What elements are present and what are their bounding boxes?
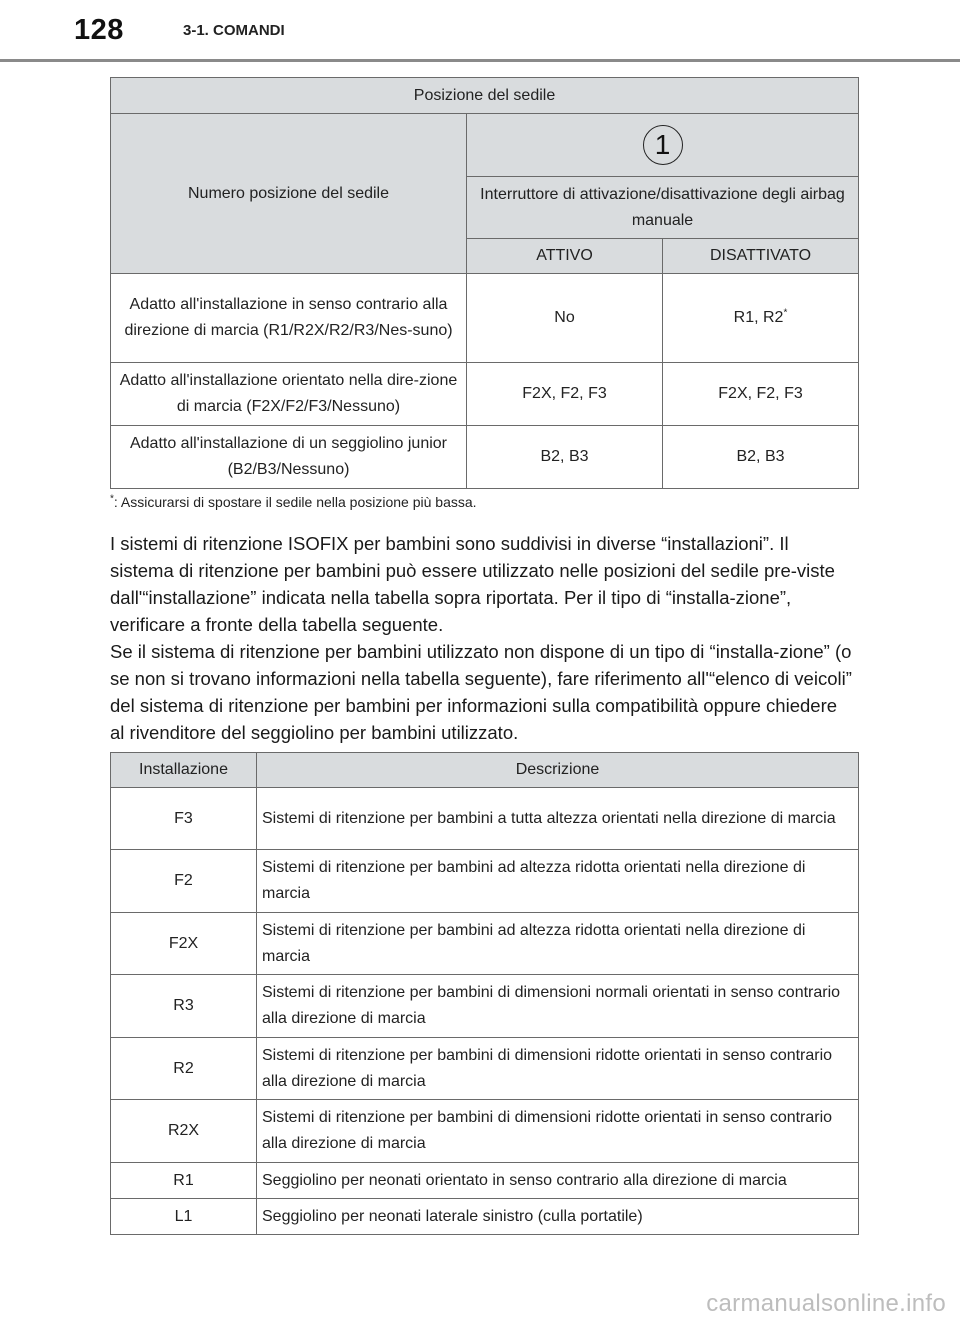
- seat-number-circle: 1: [643, 125, 683, 165]
- row-label: Adatto all'installazione orientato nella dire-zione di marcia (F2X/F2/F3/Nessuno): [111, 363, 467, 426]
- install-code: F2X: [111, 913, 257, 975]
- install-desc: Sistemi di ritenzione per bambini di dimensioni ridotte orientati in senso contrario alla direzione di marcia: [257, 1038, 859, 1100]
- install-code: F2: [111, 850, 257, 913]
- installation-table: [110, 752, 859, 1235]
- table-row: [111, 1199, 859, 1235]
- table-row: [111, 850, 859, 913]
- install-desc: Sistemi di ritenzione per bambini di dimensioni normali orientati in senso contrario alla direzione di marcia: [257, 975, 859, 1038]
- cell-attivo: F2X, F2, F3: [467, 363, 663, 426]
- page-number: 128: [74, 14, 124, 46]
- seat-table-title: Posizione del sedile: [111, 78, 859, 114]
- airbag-switch-label: Interruttore di attivazione/disattivazione degli airbag manuale: [467, 177, 859, 239]
- footnote-mark: *: [783, 307, 788, 319]
- cell-disattivato: B2, B3: [663, 426, 859, 489]
- watermark: carmanualsonline.info: [706, 1290, 946, 1317]
- table-row: [111, 274, 859, 363]
- section-title: 3-1. COMANDI: [183, 22, 285, 39]
- table-row: [111, 975, 859, 1038]
- footnote: [110, 494, 477, 510]
- footnote-mark: *: [110, 493, 114, 505]
- header-rule: [0, 59, 960, 62]
- cell-attivo: No: [467, 274, 663, 363]
- cell-disattivato: [663, 274, 859, 363]
- body-text: [110, 530, 855, 746]
- install-code: F3: [111, 788, 257, 850]
- seat-number-label: Numero posizione del sedile: [111, 114, 467, 274]
- cell-value: R1, R2: [733, 309, 784, 326]
- install-desc: Sistemi di ritenzione per bambini a tutta altezza orientati nella direzione di marcia: [257, 788, 859, 850]
- paragraph: I sistemi di ritenzione ISOFIX per bambini sono suddivisi in diverse “installazioni”. Il sistema di ritenzione per bambini può essere utilizzato nelle posizioni del sedile pre-viste dall'“installazione” indicata nella tabella sopra riportata. Per il tipo di “installa-zione”, verificare a fronte della tabella seguente.: [110, 533, 835, 635]
- install-code: R2X: [111, 1100, 257, 1163]
- header-descrizione: Descrizione: [257, 753, 859, 788]
- install-desc: Sistemi di ritenzione per bambini di dimensioni ridotte orientati in senso contrario alla direzione di marcia: [257, 1100, 859, 1163]
- table-row: [111, 426, 859, 489]
- table-row: [111, 1100, 859, 1163]
- table-row: [111, 913, 859, 975]
- install-code: R2: [111, 1038, 257, 1100]
- install-code: R1: [111, 1163, 257, 1199]
- header-installazione: Installazione: [111, 753, 257, 788]
- table-row: [111, 1163, 859, 1199]
- install-code: R3: [111, 975, 257, 1038]
- table-row: [111, 363, 859, 426]
- install-desc: Sistemi di ritenzione per bambini ad altezza ridotta orientati nella direzione di marcia: [257, 913, 859, 975]
- install-code: L1: [111, 1199, 257, 1235]
- table-row: [111, 1038, 859, 1100]
- cell-attivo: B2, B3: [467, 426, 663, 489]
- col-disattivato: DISATTIVATO: [663, 239, 859, 274]
- install-desc: Sistemi di ritenzione per bambini ad altezza ridotta orientati nella direzione di marcia: [257, 850, 859, 913]
- row-label: Adatto all'installazione in senso contrario alla direzione di marcia (R1/R2X/R2/R3/Nes-suno): [111, 274, 467, 363]
- cell-disattivato: F2X, F2, F3: [663, 363, 859, 426]
- col-attivo: ATTIVO: [467, 239, 663, 274]
- paragraph: Se il sistema di ritenzione per bambini utilizzato non dispone di un tipo di “installa-zione” (o se non si trovano informazioni nella tabella seguente), fare riferimento all'“elenco di veicoli” del sistema di ritenzione per bambini per informazioni sulla compatibilità oppure chiedere al rivenditore del seggiolino per bambini utilizzato.: [110, 641, 852, 743]
- seat-position-table: [110, 77, 859, 489]
- row-label: Adatto all'installazione di un seggiolino junior (B2/B3/Nessuno): [111, 426, 467, 489]
- install-desc: Seggiolino per neonati orientato in senso contrario alla direzione di marcia: [257, 1163, 859, 1199]
- install-desc: Seggiolino per neonati laterale sinistro (culla portatile): [257, 1199, 859, 1235]
- table-row: [111, 788, 859, 850]
- footnote-text: : Assicurarsi di spostare il sedile nella posizione più bassa.: [113, 494, 477, 510]
